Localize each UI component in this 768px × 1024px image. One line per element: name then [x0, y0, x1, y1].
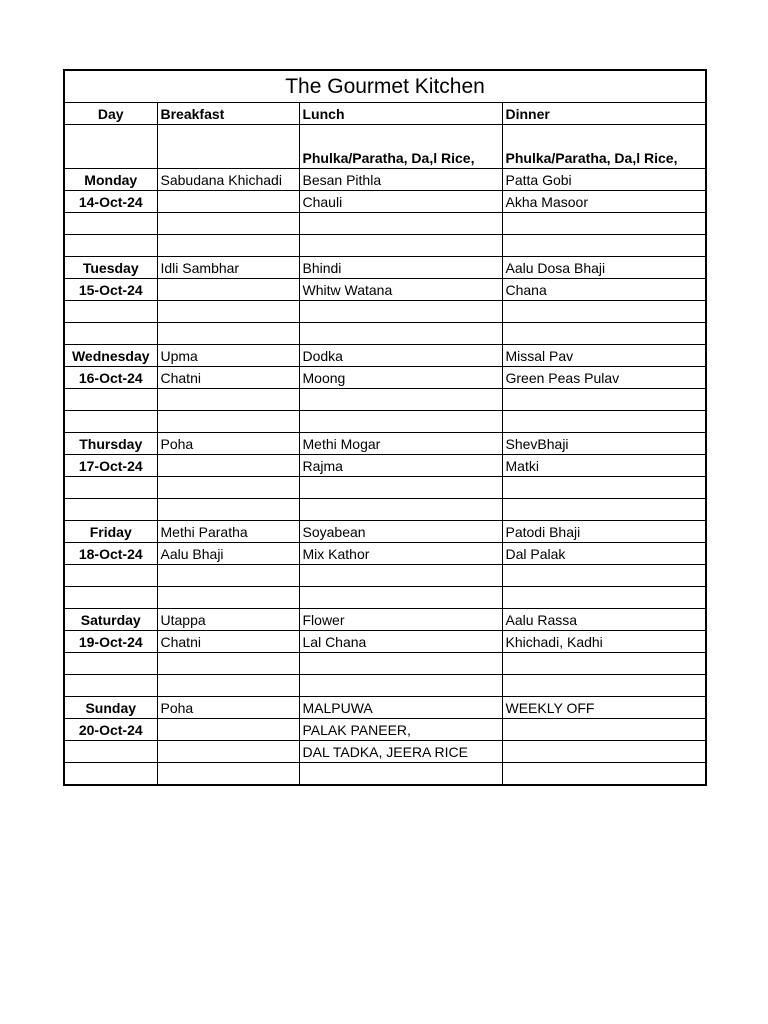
cell-empty — [299, 499, 502, 521]
cell-empty — [502, 323, 706, 345]
breakfast-item — [157, 191, 299, 213]
cell-empty — [502, 301, 706, 323]
dinner-item: Patta Gobi — [502, 169, 706, 191]
cell-empty — [299, 301, 502, 323]
cell-empty — [299, 411, 502, 433]
cell-empty — [299, 587, 502, 609]
day-date: 15-Oct-24 — [64, 279, 157, 301]
header-lunch: Lunch — [299, 103, 502, 125]
lunch-base-items: Phulka/Paratha, Da,l Rice, — [299, 125, 502, 169]
cell-empty — [64, 389, 157, 411]
spacer-row — [64, 587, 706, 609]
breakfast-item: Sabudana Khichadi — [157, 169, 299, 191]
lunch-item: Soyabean — [299, 521, 502, 543]
table-row — [64, 631, 706, 653]
dinner-item: Akha Masoor — [502, 191, 706, 213]
cell-empty — [64, 213, 157, 235]
cell-empty — [299, 763, 502, 786]
cell-empty — [64, 477, 157, 499]
menu-table — [63, 69, 707, 786]
lunch-item: Besan Pithla — [299, 169, 502, 191]
cell-empty — [157, 565, 299, 587]
cell-empty — [157, 389, 299, 411]
cell-empty — [502, 565, 706, 587]
table-row — [64, 345, 706, 367]
breakfast-item: Upma — [157, 345, 299, 367]
cell-empty — [64, 235, 157, 257]
table-row — [64, 741, 706, 763]
cell-empty — [157, 477, 299, 499]
header-breakfast: Breakfast — [157, 103, 299, 125]
cell-empty — [64, 499, 157, 521]
table-row — [64, 433, 706, 455]
cell-empty — [64, 565, 157, 587]
table-row — [64, 697, 706, 719]
spacer-row — [64, 389, 706, 411]
day-name: Monday — [64, 169, 157, 191]
dinner-item: Patodi Bhaji — [502, 521, 706, 543]
breakfast-item: Aalu Bhaji — [157, 543, 299, 565]
day-name: Tuesday — [64, 257, 157, 279]
cell-empty — [64, 741, 157, 763]
cell-empty — [502, 235, 706, 257]
breakfast-item: Methi Paratha — [157, 521, 299, 543]
table-row — [64, 279, 706, 301]
day-date: 18-Oct-24 — [64, 543, 157, 565]
lunch-item: Lal Chana — [299, 631, 502, 653]
cell-empty — [157, 411, 299, 433]
menu-title: The Gourmet Kitchen — [64, 70, 706, 103]
spacer-row — [64, 235, 706, 257]
spacer-row — [64, 763, 706, 786]
header-row — [64, 103, 706, 125]
cell-empty — [64, 323, 157, 345]
table-row — [64, 169, 706, 191]
cell-empty — [64, 587, 157, 609]
table-row — [64, 257, 706, 279]
day-date: 17-Oct-24 — [64, 455, 157, 477]
day-name: Saturday — [64, 609, 157, 631]
spacer-row — [64, 653, 706, 675]
breakfast-item: Chatni — [157, 631, 299, 653]
cell-empty — [502, 389, 706, 411]
cell-empty — [64, 411, 157, 433]
dinner-item: Chana — [502, 279, 706, 301]
spacer-row — [64, 411, 706, 433]
cell-empty — [157, 323, 299, 345]
lunch-item: Whitw Watana — [299, 279, 502, 301]
cell-empty — [157, 675, 299, 697]
cell-empty — [502, 411, 706, 433]
cell-empty — [157, 741, 299, 763]
dinner-item: Green Peas Pulav — [502, 367, 706, 389]
cell-empty — [502, 675, 706, 697]
breakfast-item: Poha — [157, 697, 299, 719]
table-row — [64, 543, 706, 565]
cell-empty — [157, 653, 299, 675]
lunch-item: Chauli — [299, 191, 502, 213]
breakfast-item: Idli Sambhar — [157, 257, 299, 279]
spacer-row — [64, 477, 706, 499]
dinner-item: Aalu Rassa — [502, 609, 706, 631]
cell-empty — [502, 213, 706, 235]
day-name: Thursday — [64, 433, 157, 455]
breakfast-item — [157, 279, 299, 301]
day-date: 16-Oct-24 — [64, 367, 157, 389]
spacer-row — [64, 301, 706, 323]
spacer-row — [64, 675, 706, 697]
header-dinner: Dinner — [502, 103, 706, 125]
day-date: 20-Oct-24 — [64, 719, 157, 741]
cell-empty — [157, 125, 299, 169]
spacer-row — [64, 213, 706, 235]
lunch-item: DAL TADKA, JEERA RICE — [299, 741, 502, 763]
cell-empty — [299, 235, 502, 257]
spacer-row — [64, 499, 706, 521]
cell-empty — [502, 477, 706, 499]
cell-empty — [502, 741, 706, 763]
cell-empty — [64, 653, 157, 675]
cell-empty — [157, 763, 299, 786]
spacer-row — [64, 565, 706, 587]
lunch-item: Rajma — [299, 455, 502, 477]
day-date: 14-Oct-24 — [64, 191, 157, 213]
cell-empty — [299, 213, 502, 235]
cell-empty — [502, 587, 706, 609]
lunch-item: Flower — [299, 609, 502, 631]
day-name: Sunday — [64, 697, 157, 719]
cell-empty — [299, 653, 502, 675]
table-row — [64, 455, 706, 477]
dinner-item: ShevBhaji — [502, 433, 706, 455]
table-row — [64, 609, 706, 631]
cell-empty — [157, 213, 299, 235]
title-row — [64, 70, 706, 103]
dinner-item: Khichadi, Kadhi — [502, 631, 706, 653]
table-row — [64, 367, 706, 389]
dinner-item: Matki — [502, 455, 706, 477]
lunch-item: MALPUWA — [299, 697, 502, 719]
breakfast-item — [157, 719, 299, 741]
day-date: 19-Oct-24 — [64, 631, 157, 653]
cell-empty — [157, 235, 299, 257]
breakfast-item — [157, 455, 299, 477]
header-day: Day — [64, 103, 157, 125]
breakfast-item: Chatni — [157, 367, 299, 389]
cell-empty — [157, 301, 299, 323]
dinner-item — [502, 719, 706, 741]
cell-empty — [502, 653, 706, 675]
base-items-row — [64, 125, 706, 169]
cell-empty — [64, 675, 157, 697]
cell-empty — [157, 499, 299, 521]
cell-empty — [299, 675, 502, 697]
day-name: Friday — [64, 521, 157, 543]
day-name: Wednesday — [64, 345, 157, 367]
table-row — [64, 521, 706, 543]
table-row — [64, 191, 706, 213]
cell-empty — [64, 301, 157, 323]
cell-empty — [299, 389, 502, 411]
table-row — [64, 719, 706, 741]
lunch-item: Moong — [299, 367, 502, 389]
lunch-item: PALAK PANEER, — [299, 719, 502, 741]
breakfast-item: Utappa — [157, 609, 299, 631]
cell-empty — [502, 499, 706, 521]
cell-empty — [64, 763, 157, 786]
dinner-base-items: Phulka/Paratha, Da,l Rice, — [502, 125, 706, 169]
dinner-item: Dal Palak — [502, 543, 706, 565]
cell-empty — [299, 323, 502, 345]
cell-empty — [299, 565, 502, 587]
lunch-item: Mix Kathor — [299, 543, 502, 565]
lunch-item: Bhindi — [299, 257, 502, 279]
breakfast-item: Poha — [157, 433, 299, 455]
cell-empty — [299, 477, 502, 499]
cell-empty — [64, 125, 157, 169]
cell-empty — [157, 587, 299, 609]
spacer-row — [64, 323, 706, 345]
dinner-item: WEEKLY OFF — [502, 697, 706, 719]
dinner-item: Aalu Dosa Bhaji — [502, 257, 706, 279]
lunch-item: Methi Mogar — [299, 433, 502, 455]
cell-empty — [502, 763, 706, 786]
lunch-item: Dodka — [299, 345, 502, 367]
dinner-item: Missal Pav — [502, 345, 706, 367]
